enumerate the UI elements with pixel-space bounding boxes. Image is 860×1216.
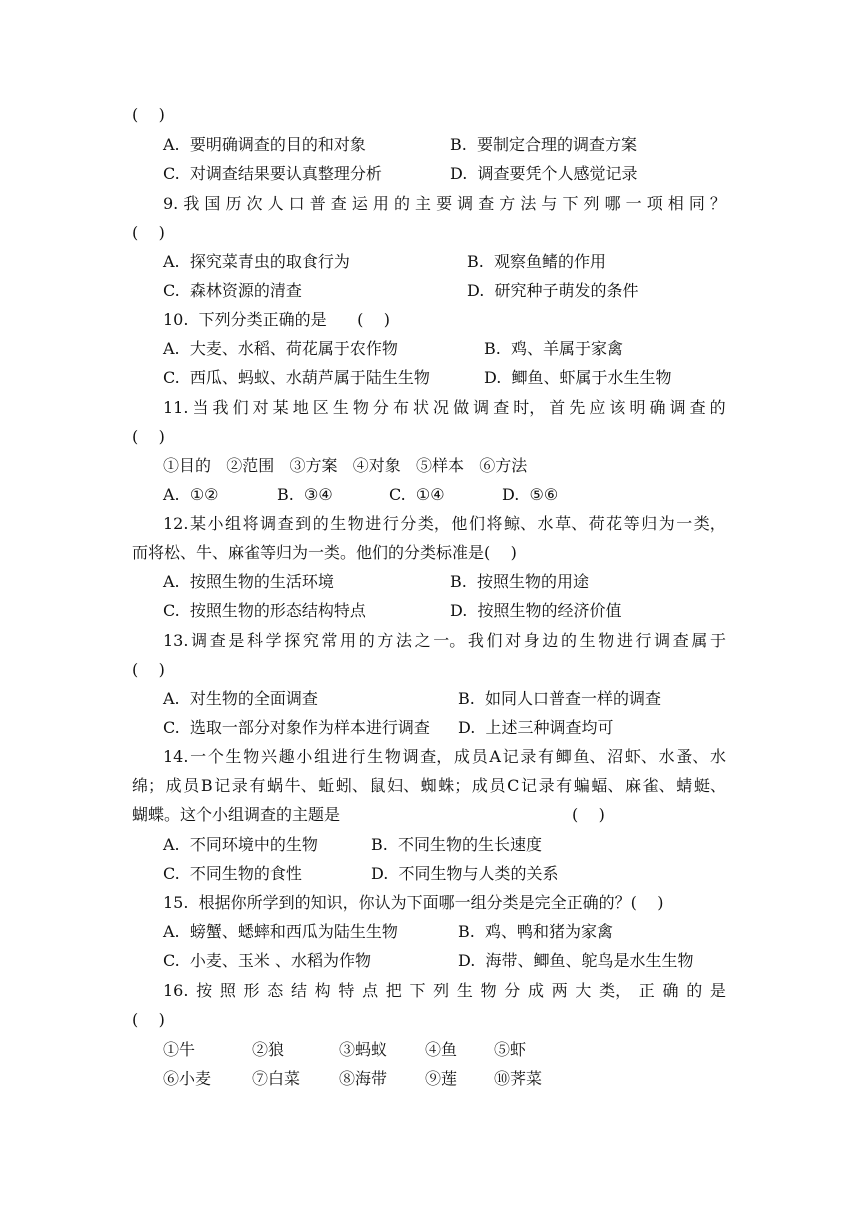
stem-char: 运 xyxy=(351,194,368,213)
stem-char: 员 xyxy=(489,776,506,795)
stem-char: 明 xyxy=(629,398,646,417)
stem-char: 相 xyxy=(667,194,684,213)
stem-char: 16. xyxy=(163,981,189,1000)
stem-char: 首 xyxy=(549,398,566,417)
q10-option-d: D. 鲫鱼、虾属于水生生物 xyxy=(484,368,672,387)
q16-stem xyxy=(163,980,726,1002)
q13-option-b: B. 如同人口普查一样的调查 xyxy=(458,689,662,708)
q14-option-d: D. 不同生物与人类的关系 xyxy=(371,864,559,883)
q14-option-a: A. 不同环境中的生物 xyxy=(163,835,318,854)
stem-char: 口 xyxy=(288,194,305,213)
stem-char: 列 xyxy=(433,981,450,1000)
stem-char: 法 xyxy=(520,194,537,213)
stem-char: 归 xyxy=(641,514,658,533)
stem-char: 生 xyxy=(332,398,349,417)
stem-char: 调 xyxy=(457,194,474,213)
stem-char: 水 xyxy=(658,747,675,766)
stem-char: 蚤、 xyxy=(676,747,709,766)
stem-char: 况 xyxy=(433,398,450,417)
q8-option-c: C. 对调查结果要认真整理分析 xyxy=(163,164,382,183)
q9-option-b: B. 观察鱼鳍的作用 xyxy=(467,252,607,271)
stem-char: 员 xyxy=(183,776,200,795)
stem-char: 确 xyxy=(649,398,666,417)
stem-char: 生 xyxy=(367,747,384,766)
stem-char: 类， xyxy=(599,981,632,1000)
stem-char: 用 xyxy=(340,631,357,650)
q9-answer-blank: ( ) xyxy=(132,223,165,242)
stem-char: 下 xyxy=(409,981,426,1000)
stem-char: 妇、 xyxy=(387,776,420,795)
stem-char: 荷 xyxy=(588,514,605,533)
q8-option-b: B. 要制定合理的调查方案 xyxy=(450,135,638,154)
stem-char: 花 xyxy=(606,514,623,533)
q13-option-a: A. 对生物的全面调查 xyxy=(163,689,318,708)
stem-char: 13. xyxy=(163,631,189,650)
stem-char: 9. xyxy=(163,194,179,213)
q12-option-d: D. 按照生物的经济价值 xyxy=(450,601,622,620)
stem-char: 我 xyxy=(467,631,484,650)
stem-char: 查 xyxy=(493,398,510,417)
stem-char: 特 xyxy=(338,981,355,1000)
stem-char: 类， xyxy=(417,514,450,533)
stem-char: 项 xyxy=(646,194,663,213)
stem-char: 物 xyxy=(352,398,369,417)
stem-char: 的 xyxy=(709,398,726,417)
stem-char: 成 xyxy=(453,747,470,766)
q12-option-c: C. 按照生物的形态结构特点 xyxy=(163,601,366,620)
stem-char: 生 xyxy=(225,747,242,766)
stem-char: 列 xyxy=(583,194,600,213)
stem-char: 身 xyxy=(523,631,540,650)
q15-option-d: D. 海带、鲫鱼、鸵鸟是水生生物 xyxy=(458,951,694,970)
organism-item: ⑥小麦 xyxy=(163,1069,212,1088)
q8-answer-blank: ( ) xyxy=(132,105,165,124)
stem-char: 行 xyxy=(382,514,399,533)
stem-char: 蝙 xyxy=(573,776,590,795)
stem-char: 鱼、 xyxy=(573,747,606,766)
stem-char: 物 xyxy=(347,514,364,533)
stem-char: 查 xyxy=(689,398,706,417)
stem-char: 点 xyxy=(362,981,379,1000)
stem-char: 边 xyxy=(542,631,559,650)
stem-char: 正 xyxy=(638,981,655,1000)
stem-char: 学 xyxy=(265,631,282,650)
q8-option-a: A. 要明确调查的目的和对象 xyxy=(163,135,366,154)
stem-char: 物 xyxy=(598,631,615,650)
stem-char: 调 xyxy=(654,631,671,650)
stem-char: 们 xyxy=(486,631,503,650)
q15-stem: 15. 根据你所学到的知识，你认为下面哪一组分类是完全正确的？( ) xyxy=(163,893,664,912)
stem-char: 探 xyxy=(284,631,301,650)
stem-char: 的 xyxy=(560,631,577,650)
stem-char: 用 xyxy=(372,194,389,213)
stem-char: 将 xyxy=(242,514,259,533)
stem-char: 之 xyxy=(414,631,431,650)
q13-stem xyxy=(163,630,726,652)
stem-char: 调 xyxy=(191,631,208,650)
stem-char: 照 xyxy=(219,981,236,1000)
q14-stem-line3: 蝴蝶。这个小组调查的主题是 xyxy=(132,805,341,824)
stem-char: 进 xyxy=(331,747,348,766)
stem-char: 记 xyxy=(214,776,231,795)
organism-item: ④鱼 xyxy=(425,1040,458,1059)
stem-char: 组 xyxy=(314,747,331,766)
stem-char: 雀、 xyxy=(642,776,675,795)
q9-option-d: D. 研究种子萌发的条件 xyxy=(467,281,639,300)
stem-char: 进 xyxy=(365,514,382,533)
stem-char: 该 xyxy=(609,398,626,417)
stem-char: 布 xyxy=(392,398,409,417)
stem-char: 将 xyxy=(486,514,503,533)
stem-char: 趣 xyxy=(278,747,295,766)
stem-char: 大 xyxy=(575,981,592,1000)
stem-char: 物 xyxy=(243,747,260,766)
stem-char: 方 xyxy=(377,631,394,650)
stem-char: 鲫 xyxy=(555,747,572,766)
stem-char: 与 xyxy=(541,194,558,213)
stem-char: 属 xyxy=(691,631,708,650)
stem-char: 区 xyxy=(312,398,329,417)
stem-char: 主 xyxy=(415,194,432,213)
stem-char: 草、 xyxy=(555,514,588,533)
q10-option-b: B. 鸡、羊属于家禽 xyxy=(484,339,624,358)
stem-char: 等 xyxy=(623,514,640,533)
organism-item: ②狼 xyxy=(252,1040,285,1059)
stem-char: 一。 xyxy=(433,631,466,650)
stem-char: 的 xyxy=(312,514,329,533)
stem-char: 成 xyxy=(165,776,182,795)
stem-char: 做 xyxy=(453,398,470,417)
stem-char: 分 xyxy=(372,398,389,417)
stem-char: 蛛； xyxy=(438,776,471,795)
stem-char: 行 xyxy=(349,747,366,766)
stem-char: 一 xyxy=(190,747,207,766)
stem-char: 14. xyxy=(163,747,189,766)
stem-char: 虾、 xyxy=(624,747,657,766)
organism-item: ③蚂蚁 xyxy=(339,1040,388,1059)
stem-char: 录 xyxy=(231,776,248,795)
stem-char: 形 xyxy=(243,981,260,1000)
q10-stem: 10. 下列分类正确的是 ( ) xyxy=(163,310,390,329)
q11-option-b: B. ③④ xyxy=(277,485,333,504)
q11-option-d: D. ⑤⑥ xyxy=(502,485,559,504)
stem-char: 蚯 xyxy=(318,776,335,795)
q14-option-b: B. 不同生物的生长速度 xyxy=(371,835,543,854)
q14-stem-line2 xyxy=(132,775,726,797)
stem-char: A xyxy=(489,747,501,766)
stem-char: 次 xyxy=(246,194,263,213)
stem-char: 查 xyxy=(672,631,689,650)
q15-option-a: A. 螃蟹、蟋蟀和西瓜为陆生生物 xyxy=(163,922,398,941)
stem-char: 鲸、 xyxy=(504,514,537,533)
stem-char: 成 xyxy=(527,981,544,1000)
stem-char: 人 xyxy=(267,194,284,213)
q13-option-d: D. 上述三种调查均可 xyxy=(458,718,614,737)
stem-char: 麻 xyxy=(625,776,642,795)
stem-char: 对 xyxy=(252,398,269,417)
organism-item: ⑤虾 xyxy=(494,1040,527,1059)
stem-char: 类， xyxy=(693,514,726,533)
stem-char: 小 xyxy=(207,514,224,533)
stem-char: 两 xyxy=(551,981,568,1000)
stem-char: 水 xyxy=(537,514,554,533)
stem-char: 同 xyxy=(688,194,705,213)
stem-char: 到 xyxy=(295,514,312,533)
stem-char: 应 xyxy=(589,398,606,417)
stem-char: 牛、 xyxy=(284,776,317,795)
stem-char: 常 xyxy=(321,631,338,650)
stem-char: 究 xyxy=(302,631,319,650)
stem-char: C xyxy=(507,776,520,795)
stem-char: 为 xyxy=(658,514,675,533)
stem-char: 是 xyxy=(709,981,726,1000)
stem-char: 某 xyxy=(272,398,289,417)
q12-option-a: A. 按照生物的生活环境 xyxy=(163,572,334,591)
organism-item: ⑦白菜 xyxy=(252,1069,301,1088)
stem-char: 方 xyxy=(499,194,516,213)
stem-char: 物 xyxy=(480,981,497,1000)
stem-char: 构 xyxy=(314,981,331,1000)
q11-item-list: ①目的 ②范围 ③方案 ④对象 ⑤样本 ⑥方法 xyxy=(163,456,528,475)
stem-char: 状 xyxy=(413,398,430,417)
organism-item: ①牛 xyxy=(163,1040,196,1059)
stem-char: 蝠、 xyxy=(591,776,624,795)
q12-stem-line2: 而将松、牛、麻雀等归为一类。他们的分类标准是( ) xyxy=(132,543,517,562)
stem-char: 调 xyxy=(473,398,490,417)
stem-char: 他 xyxy=(451,514,468,533)
stem-char: 个 xyxy=(207,747,224,766)
q12-stem xyxy=(163,513,726,535)
stem-char: 有 xyxy=(249,776,266,795)
stem-char: 有 xyxy=(556,776,573,795)
stem-char: 物 xyxy=(384,747,401,766)
stem-char: 生 xyxy=(579,631,596,650)
stem-char: 地 xyxy=(292,398,309,417)
stem-char: 查 xyxy=(478,194,495,213)
q15-option-b: B. 鸡、鸭和猪为家禽 xyxy=(458,922,614,941)
stem-char: 哪 xyxy=(604,194,621,213)
stem-char: 蚓、 xyxy=(335,776,368,795)
stem-char: B xyxy=(200,776,213,795)
stem-char: 的 xyxy=(393,194,410,213)
stem-char: 员 xyxy=(471,747,488,766)
stem-char: 生 xyxy=(456,981,473,1000)
q11-stem xyxy=(163,397,726,419)
stem-char: 蜗 xyxy=(267,776,284,795)
q9-stem xyxy=(163,193,726,215)
stem-char: 录 xyxy=(520,747,537,766)
q9-option-c: C. 森林资源的清查 xyxy=(163,281,302,300)
organism-item: ⑨莲 xyxy=(425,1069,458,1088)
stem-char: 一 xyxy=(625,194,642,213)
q14-answer-blank: ( ) xyxy=(572,805,605,824)
q12-option-b: B. 按照生物的用途 xyxy=(450,572,590,591)
stem-char: 蜘 xyxy=(420,776,437,795)
q16-answer-blank: ( ) xyxy=(132,1010,165,1029)
stem-char: 小 xyxy=(296,747,313,766)
organism-item: ⑧海带 xyxy=(339,1069,388,1088)
stem-char: 录 xyxy=(538,776,555,795)
stem-char: 于 xyxy=(709,631,726,650)
stem-char: 蜓、 xyxy=(693,776,726,795)
stem-char: 下 xyxy=(562,194,579,213)
stem-char: 11. xyxy=(163,398,189,417)
q11-answer-blank: ( ) xyxy=(132,427,165,446)
stem-char: 把 xyxy=(385,981,402,1000)
stem-char: 某 xyxy=(189,514,206,533)
q10-option-c: C. 西瓜、蚂蚁、水葫芦属于陆生生物 xyxy=(163,368,430,387)
stem-char: 普 xyxy=(309,194,326,213)
stem-char: 一 xyxy=(676,514,693,533)
stem-char: 进 xyxy=(616,631,633,650)
stem-char: 当 xyxy=(192,398,209,417)
stem-char: 成 xyxy=(471,776,488,795)
stem-char: 记 xyxy=(502,747,519,766)
q15-option-c: C. 小麦、玉米 、水稻为作物 xyxy=(163,951,372,970)
stem-char: 分 xyxy=(504,981,521,1000)
stem-char: 生 xyxy=(330,514,347,533)
stem-char: 调 xyxy=(402,747,419,766)
stem-char: 国 xyxy=(204,194,221,213)
q13-answer-blank: ( ) xyxy=(132,660,165,679)
stem-char: 历 xyxy=(225,194,242,213)
stem-char: 态 xyxy=(267,981,284,1000)
stem-char: 绵； xyxy=(132,776,165,795)
stem-char: 分 xyxy=(400,514,417,533)
stem-char: 水 xyxy=(709,747,726,766)
stem-char: 查 xyxy=(277,514,294,533)
stem-char: 对 xyxy=(505,631,522,650)
stem-char: 行 xyxy=(635,631,652,650)
stem-char: 兴 xyxy=(260,747,277,766)
stem-char: 先 xyxy=(569,398,586,417)
stem-char: 查， xyxy=(420,747,453,766)
stem-char: 按 xyxy=(196,981,213,1000)
q14-stem-line1 xyxy=(163,746,726,768)
stem-char: 我 xyxy=(212,398,229,417)
q11-option-a: A. ①② xyxy=(163,485,219,504)
stem-char: 有 xyxy=(538,747,555,766)
stem-char: 科 xyxy=(246,631,263,650)
q10-option-a: A. 大麦、水稻、荷花属于农作物 xyxy=(163,339,398,358)
q8-option-d: D. 调查要凭个人感觉记录 xyxy=(450,164,638,183)
stem-char: 确 xyxy=(662,981,679,1000)
stem-char: 沼 xyxy=(607,747,624,766)
stem-char: 查 xyxy=(330,194,347,213)
stem-char: 调 xyxy=(669,398,686,417)
stem-char: 蜻 xyxy=(676,776,693,795)
stem-char: 记 xyxy=(520,776,537,795)
stem-char: 调 xyxy=(260,514,277,533)
stem-char: 我 xyxy=(183,194,200,213)
stem-char: 们 xyxy=(468,514,485,533)
stem-char: 时， xyxy=(513,398,546,417)
stem-char: 12. xyxy=(163,514,189,533)
stem-char: 是 xyxy=(228,631,245,650)
stem-char: 法 xyxy=(395,631,412,650)
stem-char: 鼠 xyxy=(369,776,386,795)
stem-char: ？ xyxy=(709,194,726,213)
q14-option-c: C. 不同生物的食性 xyxy=(163,864,302,883)
stem-char: 要 xyxy=(436,194,453,213)
stem-char: 们 xyxy=(232,398,249,417)
stem-char: 组 xyxy=(225,514,242,533)
stem-char: 查 xyxy=(209,631,226,650)
stem-char: 的 xyxy=(686,981,703,1000)
q9-option-a: A. 探究菜青虫的取食行为 xyxy=(163,252,350,271)
organism-item: ⑩荠菜 xyxy=(494,1069,543,1088)
q11-option-c: C. ①④ xyxy=(389,485,445,504)
stem-char: 的 xyxy=(358,631,375,650)
q13-option-c: C. 选取一部分对象作为样本进行调查 xyxy=(163,718,430,737)
stem-char: 结 xyxy=(290,981,307,1000)
